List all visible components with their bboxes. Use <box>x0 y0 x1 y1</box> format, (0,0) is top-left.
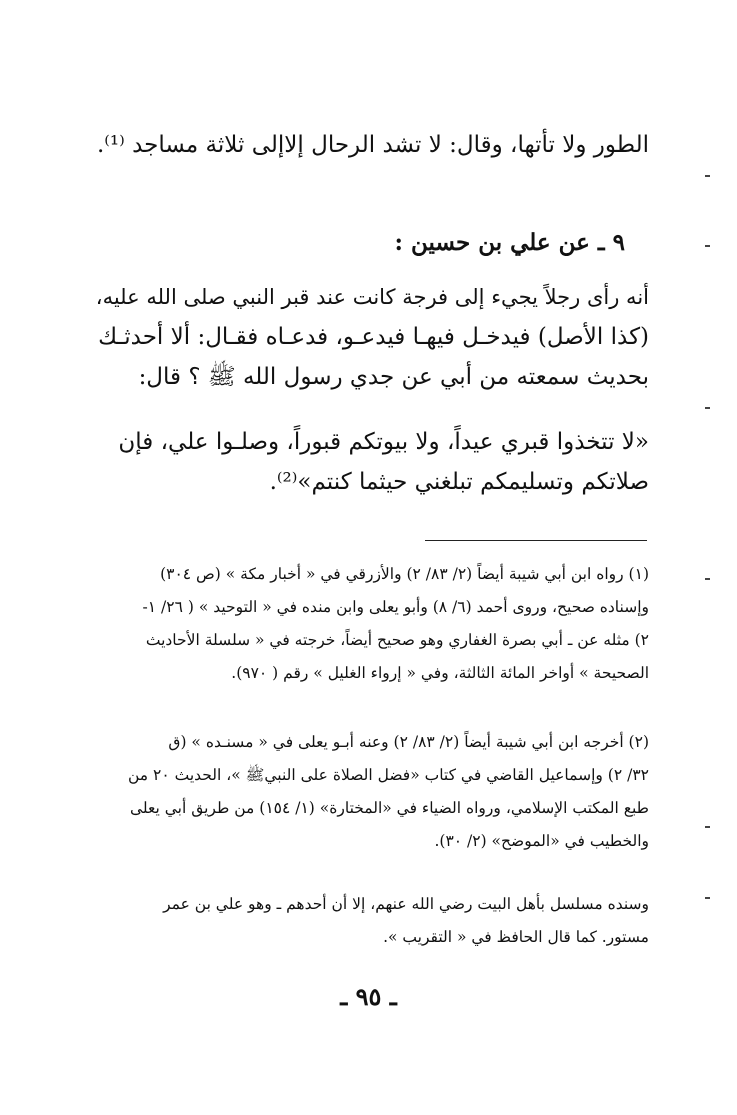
margin-mark <box>705 826 710 828</box>
hadith-quote-line: صلاتكم وتسليمكم تبلغني حيثما كنتم»⁽²⁾. <box>269 469 649 495</box>
margin-mark <box>705 245 710 247</box>
section-heading: ٩ ـ عن علي بن حسين : <box>394 229 625 256</box>
footnote-3-line: مستور. كما قال الحافظ في « التقريب ». <box>383 928 649 946</box>
footnote-1-line: ٢) مثله عن ـ أبي بصرة الغفاري وهو صحيح أيضاً، خرجته في « سلسلة الأحاديث <box>145 631 649 649</box>
margin-mark <box>705 175 710 177</box>
footnote-2-line: (٢) أخرجه ابن أبي شيبة أيضاً (٢/ ٨٣/ ٢) وعنه أبـو يعلى في « مسنـده » (ق <box>168 733 649 751</box>
margin-mark <box>705 578 710 580</box>
footnote-3-line: وسنده مسلسل بأهل البيت رضي الله عنهم، إلا أن أحدهم ـ وهو علي بن عمر <box>163 895 649 913</box>
hadith-quote-line: «لا تتخذوا قبري عيداً، ولا بيوتكم قبوراً، وصلـوا علي، فإن <box>118 429 649 455</box>
footnote-2-line: طبع المكتب الإسلامي، ورواه الضياء في «المختارة» (١/ ١٥٤) من طريق أبي يعلى <box>129 799 649 817</box>
footnote-2-line: ٣٢/ ٢) وإسماعيل القاضي في كتاب «فضل الصلاة على النبيﷺ »، الحديث ٢٠ من <box>128 766 649 784</box>
margin-mark <box>705 897 710 899</box>
paragraph-line: أنه رأى رجلاً يجيء إلى فرجة كانت عند قبر النبي صلى الله عليه، <box>95 285 649 309</box>
main-text-line: الطور ولا تأتها، وقال: لا تشد الرحال إلاإلى ثلاثة مساجد ⁽¹⁾. <box>96 132 649 158</box>
footnote-2-line: والخطيب في «الموضح» (٢/ ٣٠). <box>434 832 649 850</box>
margin-mark <box>705 407 710 409</box>
footnote-1-line: وإسناده صحيح، وروى أحمد (٦/ ٨) وأبو يعلى وابن منده في « التوحيد » ( ٢٦/ ١- <box>142 598 649 616</box>
footnote-1-line: (١) رواه ابن أبي شيبة أيضاً (٢/ ٨٣/ ٢) والأزرقي في « أخبار مكة » (ص ٣٠٤) <box>160 565 649 583</box>
paragraph-line: (كذا الأصل) فيدخـل فيهـا فيدعـو، فدعـاه فقـال: ألا أحدثـك <box>98 324 649 350</box>
paragraph-line: بحديث سمعته من أبي عن جدي رسول الله ﷺ ؟ قال: <box>138 364 649 390</box>
footnote-separator <box>425 540 647 541</box>
page-number: ـ ٩٥ ـ <box>340 982 397 1011</box>
footnote-1-line: الصحيحة » أواخر المائة الثالثة، وفي « إرواء الغليل » رقم ( ٩٧٠). <box>231 664 649 682</box>
